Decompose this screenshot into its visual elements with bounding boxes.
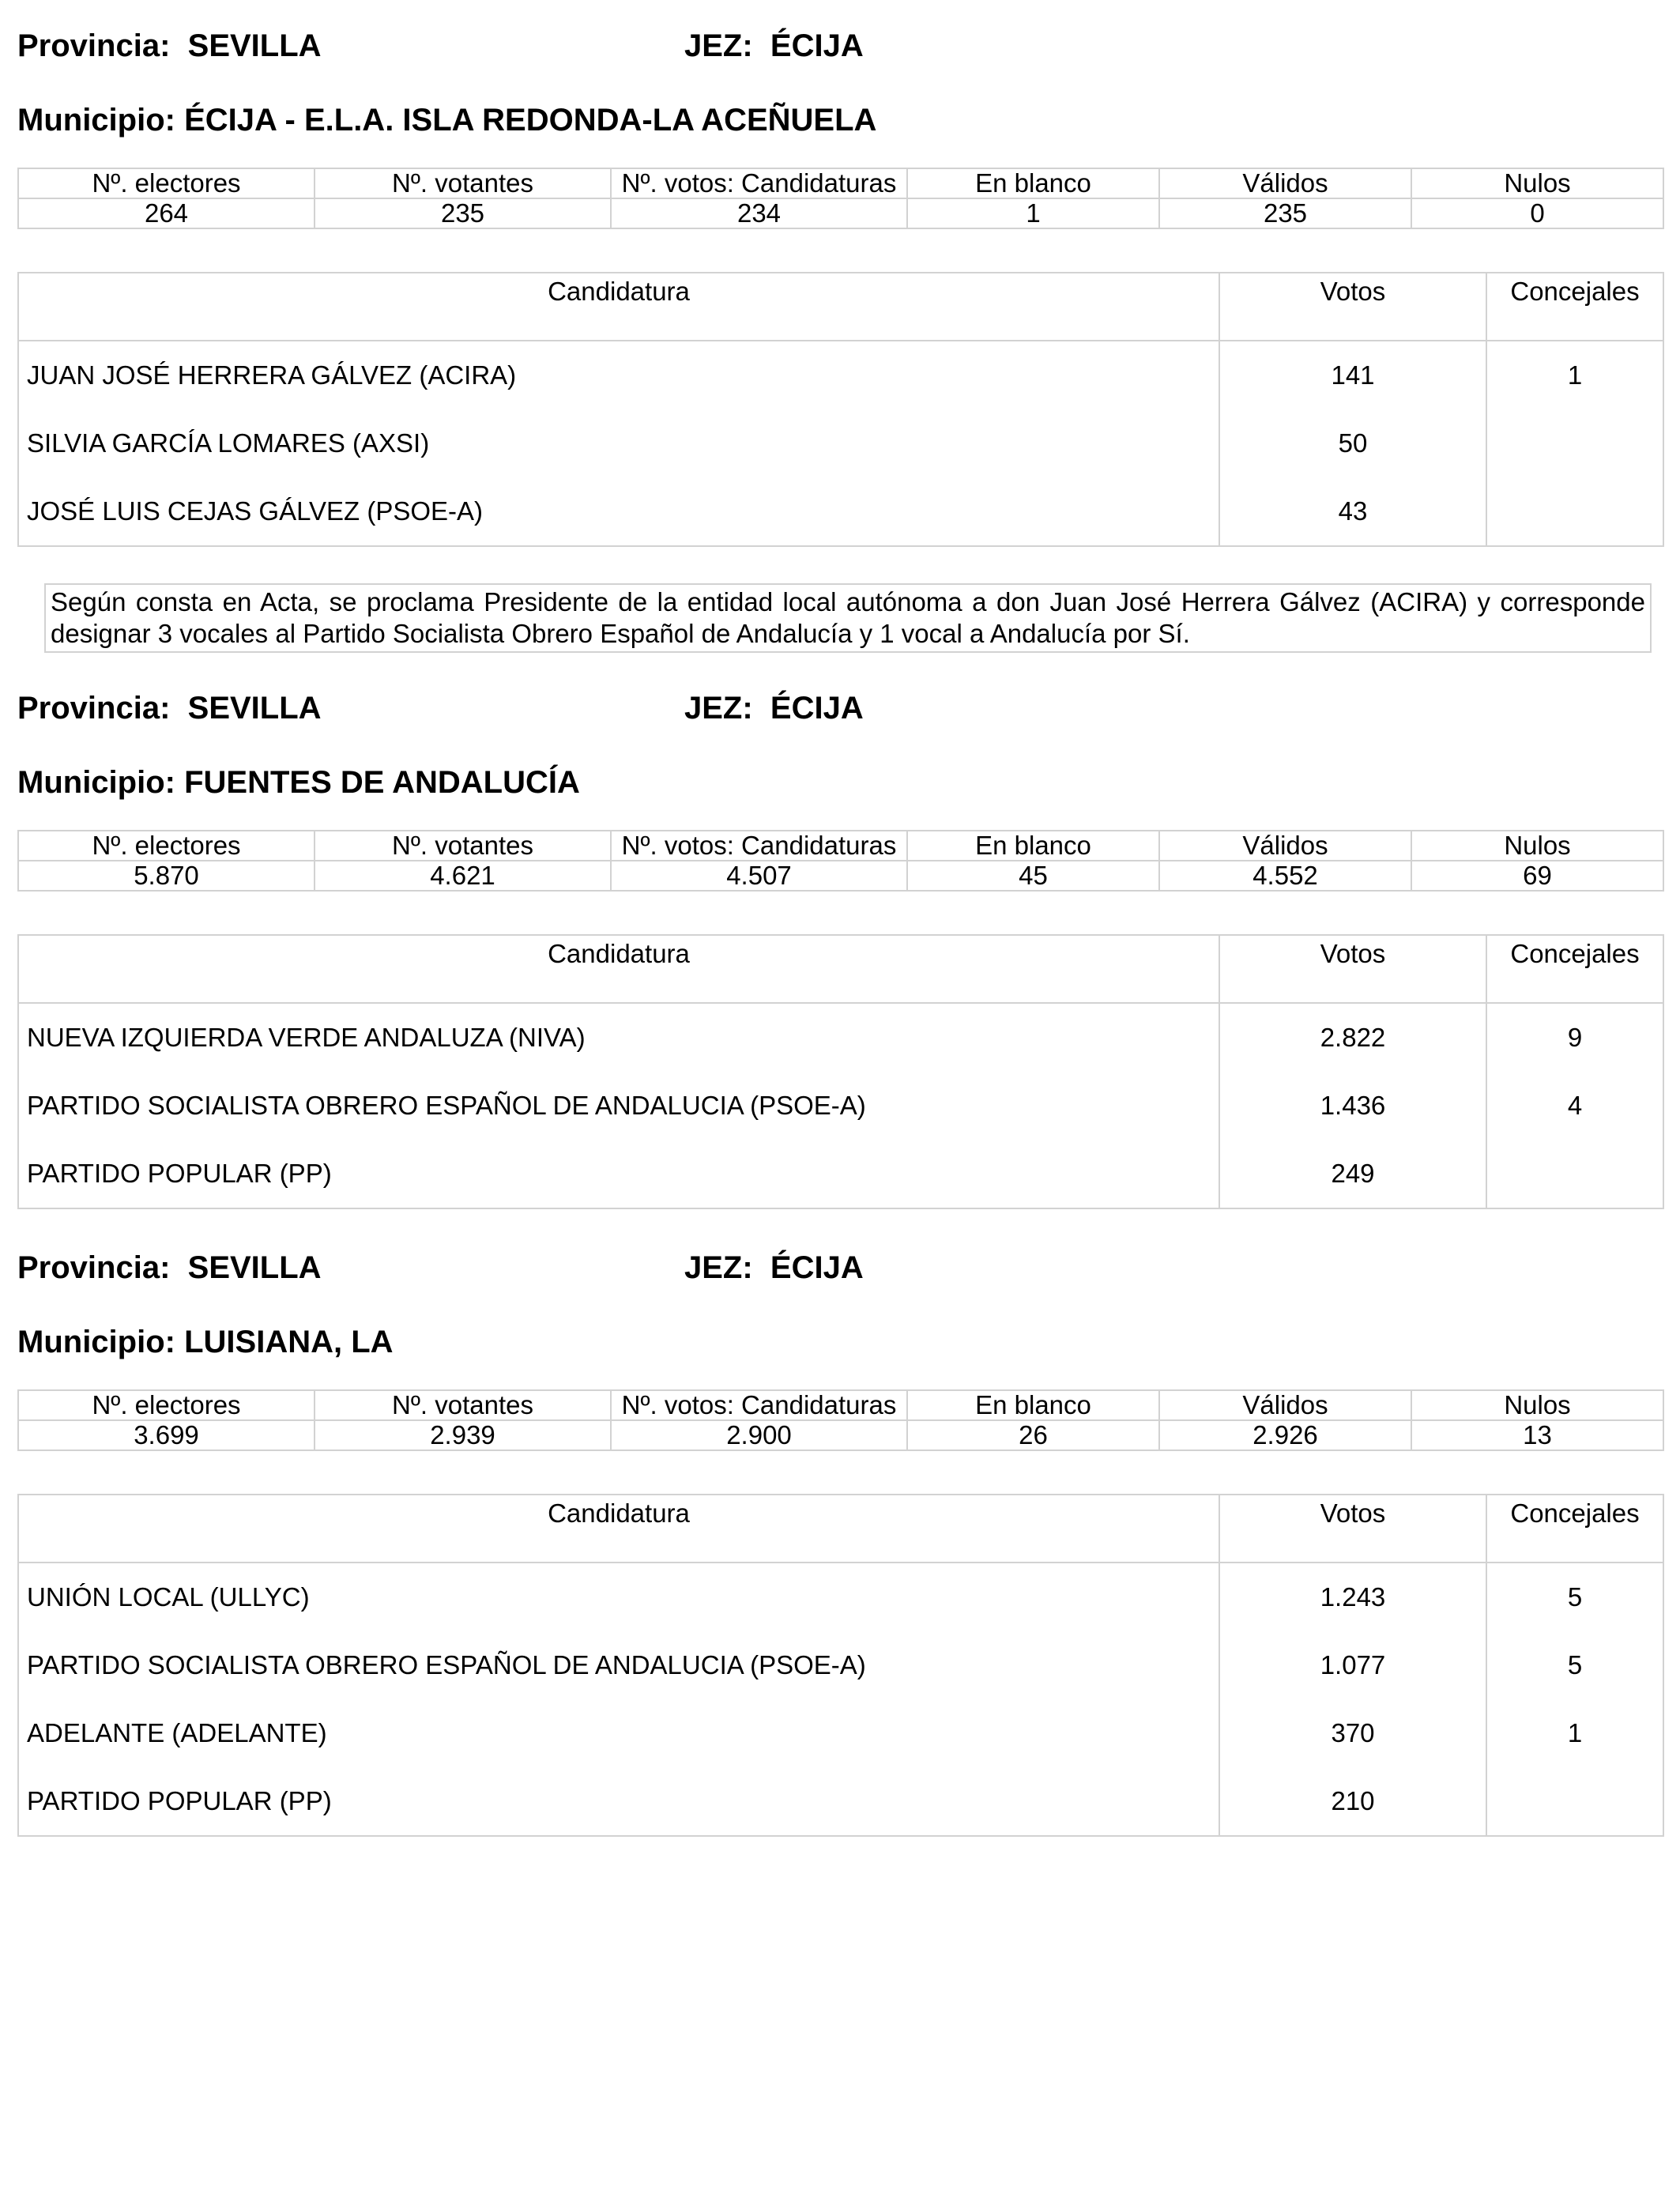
- stats-value-cell: 13: [1411, 1420, 1663, 1450]
- stats-value-cell: 5.870: [18, 861, 315, 891]
- candidate-seats: 5: [1567, 1582, 1583, 1612]
- table-row: [18, 1631, 1663, 1699]
- votos-header: Votos: [1219, 273, 1486, 341]
- stats-value-cell: 2.926: [1159, 1420, 1411, 1450]
- jez-line: [684, 692, 864, 724]
- stats-header-cell: Válidos: [1159, 1390, 1411, 1420]
- candidatura-header: Candidatura: [18, 935, 1219, 1003]
- stats-table: [17, 168, 1664, 229]
- candidate-seats: [1486, 1140, 1663, 1208]
- stats-header-cell: En blanco: [907, 168, 1159, 198]
- stats-value-cell: 4.621: [315, 861, 611, 891]
- table-row: [18, 1767, 1663, 1836]
- municipio-label: Municipio:: [17, 1325, 175, 1359]
- votos-header: Votos: [1219, 1495, 1486, 1563]
- jez-label: JEZ:: [684, 691, 753, 726]
- candidate-seats: 9: [1567, 1023, 1583, 1052]
- candidate-name: JUAN JOSÉ HERRERA GÁLVEZ (ACIRA): [18, 341, 1219, 409]
- candidate-seats: [1486, 477, 1663, 546]
- table-row: [18, 1003, 1663, 1072]
- candidate-seats: [1486, 409, 1663, 477]
- stats-value-cell: 1: [907, 198, 1159, 228]
- stats-header-cell: Válidos: [1159, 168, 1411, 198]
- provincia-label: Provincia:: [17, 28, 171, 63]
- stats-value-cell: 235: [315, 198, 611, 228]
- jez-value: ÉCIJA: [770, 1250, 864, 1285]
- candidate-seats: [1486, 1767, 1663, 1836]
- stats-table: [17, 1389, 1664, 1451]
- provincia-label: Provincia:: [17, 691, 171, 726]
- candidates-header-row: [18, 273, 1663, 341]
- candidates-header-row: [18, 1495, 1663, 1563]
- municipio-value: ÉCIJA - E.L.A. ISLA REDONDA-LA ACEÑUELA: [184, 103, 877, 138]
- stats-header-cell: En blanco: [907, 831, 1159, 861]
- stats-value-cell: 26: [907, 1420, 1159, 1450]
- stats-header-row: [18, 168, 1663, 198]
- candidate-seats: 1: [1567, 360, 1583, 390]
- candidate-seats: 5: [1567, 1650, 1583, 1679]
- jez-label: JEZ:: [684, 1250, 753, 1285]
- stats-header-cell: Nº. electores: [18, 1390, 315, 1420]
- concejales-header: Concejales: [1486, 273, 1663, 341]
- stats-header-cell: Nº. votantes: [315, 1390, 611, 1420]
- stats-value-cell: 2.900: [611, 1420, 907, 1450]
- stats-table: [17, 830, 1664, 892]
- table-row: [18, 1072, 1663, 1140]
- candidate-name: ADELANTE (ADELANTE): [18, 1699, 1219, 1767]
- stats-value-cell: 3.699: [18, 1420, 315, 1450]
- candidate-name: SILVIA GARCÍA LOMARES (AXSI): [18, 409, 1219, 477]
- candidate-name: NUEVA IZQUIERDA VERDE ANDALUZA (NIVA): [18, 1003, 1219, 1072]
- candidatura-header: Candidatura: [18, 1495, 1219, 1563]
- municipio-value: LUISIANA, LA: [184, 1325, 394, 1359]
- table-row: [18, 477, 1663, 546]
- municipio-label: Municipio:: [17, 765, 175, 800]
- provincia-line: [17, 1252, 322, 1284]
- candidate-name: JOSÉ LUIS CEJAS GÁLVEZ (PSOE-A): [18, 477, 1219, 546]
- candidate-name: PARTIDO SOCIALISTA OBRERO ESPAÑOL DE ANDALUCIA (PSOE-A): [18, 1631, 1219, 1699]
- jez-label: JEZ:: [684, 28, 753, 63]
- stats-value-cell: 0: [1411, 198, 1663, 228]
- stats-value-cell: 69: [1411, 861, 1663, 891]
- stats-value-cell: 2.939: [315, 1420, 611, 1450]
- jez-value: ÉCIJA: [770, 691, 864, 726]
- municipio-title: [17, 767, 580, 798]
- jez-value: ÉCIJA: [770, 28, 864, 63]
- candidate-votes: 249: [1219, 1140, 1486, 1208]
- table-row: [18, 341, 1663, 409]
- candidates-table: [17, 272, 1664, 547]
- candidate-votes: 210: [1219, 1767, 1486, 1836]
- candidates-header-row: [18, 935, 1663, 1003]
- jez-line: [684, 30, 864, 62]
- stats-header-cell: Nº. votos: Candidaturas: [611, 168, 907, 198]
- table-row: [18, 1563, 1663, 1631]
- candidate-name: PARTIDO POPULAR (PP): [18, 1140, 1219, 1208]
- stats-value-row: [18, 861, 1663, 891]
- stats-value-cell: 45: [907, 861, 1159, 891]
- candidate-votes: 370: [1219, 1699, 1486, 1767]
- concejales-header: Concejales: [1486, 935, 1663, 1003]
- candidate-votes: 43: [1219, 477, 1486, 546]
- provincia-value: SEVILLA: [187, 1250, 322, 1285]
- stats-value-cell: 264: [18, 198, 315, 228]
- candidate-name: PARTIDO SOCIALISTA OBRERO ESPAÑOL DE ANDALUCIA (PSOE-A): [18, 1072, 1219, 1140]
- stats-header-cell: Nº. votantes: [315, 168, 611, 198]
- table-row: [18, 1699, 1663, 1767]
- provincia-label: Provincia:: [17, 1250, 171, 1285]
- candidates-table: [17, 934, 1664, 1209]
- candidate-name: PARTIDO POPULAR (PP): [18, 1767, 1219, 1836]
- stats-header-cell: Nº. votantes: [315, 831, 611, 861]
- stats-header-cell: Nº. electores: [18, 831, 315, 861]
- candidate-votes: 141: [1219, 341, 1486, 409]
- concejales-header: Concejales: [1486, 1495, 1663, 1563]
- candidate-votes: 1.077: [1219, 1631, 1486, 1699]
- stats-header-cell: En blanco: [907, 1390, 1159, 1420]
- candidates-table: [17, 1494, 1664, 1837]
- candidate-votes: 1.243: [1219, 1563, 1486, 1631]
- table-row: [18, 409, 1663, 477]
- candidate-votes: 2.822: [1219, 1003, 1486, 1072]
- provincia-value: SEVILLA: [187, 691, 322, 726]
- stats-header-cell: Nº. votos: Candidaturas: [611, 1390, 907, 1420]
- stats-header-cell: Nº. votos: Candidaturas: [611, 831, 907, 861]
- stats-value-cell: 4.552: [1159, 861, 1411, 891]
- jez-line: [684, 1252, 864, 1284]
- stats-header-cell: Nulos: [1411, 831, 1663, 861]
- municipio-title: [17, 1326, 394, 1358]
- candidate-votes: 50: [1219, 409, 1486, 477]
- provincia-line: [17, 30, 322, 62]
- municipio-label: Municipio:: [17, 103, 175, 138]
- provincia-value: SEVILLA: [187, 28, 322, 63]
- stats-header-cell: Nulos: [1411, 168, 1663, 198]
- votos-header: Votos: [1219, 935, 1486, 1003]
- stats-value-cell: 234: [611, 198, 907, 228]
- candidate-seats: 1: [1567, 1718, 1583, 1747]
- stats-header-cell: Nº. electores: [18, 168, 315, 198]
- stats-header-row: [18, 831, 1663, 861]
- stats-value-row: [18, 1420, 1663, 1450]
- municipio-value: FUENTES DE ANDALUCÍA: [184, 765, 580, 800]
- stats-header-cell: Nulos: [1411, 1390, 1663, 1420]
- candidate-name: UNIÓN LOCAL (ULLYC): [18, 1563, 1219, 1631]
- table-row: [18, 1140, 1663, 1208]
- provincia-line: [17, 692, 322, 724]
- stats-value-row: [18, 198, 1663, 228]
- stats-header-row: [18, 1390, 1663, 1420]
- stats-header-cell: Válidos: [1159, 831, 1411, 861]
- proclamation-note: Según consta en Acta, se proclama Presidente de la entidad local autónoma a don Juan José Herrera Gálvez (ACIRA) y corresponde designar 3 vocales al Partido Socialista Obrero Español de Andalucía y 1 vocal a Andalucía por Sí.: [44, 583, 1652, 653]
- municipio-title: [17, 104, 876, 136]
- candidatura-header: Candidatura: [18, 273, 1219, 341]
- stats-value-cell: 4.507: [611, 861, 907, 891]
- candidate-seats: 4: [1567, 1091, 1583, 1120]
- candidate-votes: 1.436: [1219, 1072, 1486, 1140]
- stats-value-cell: 235: [1159, 198, 1411, 228]
